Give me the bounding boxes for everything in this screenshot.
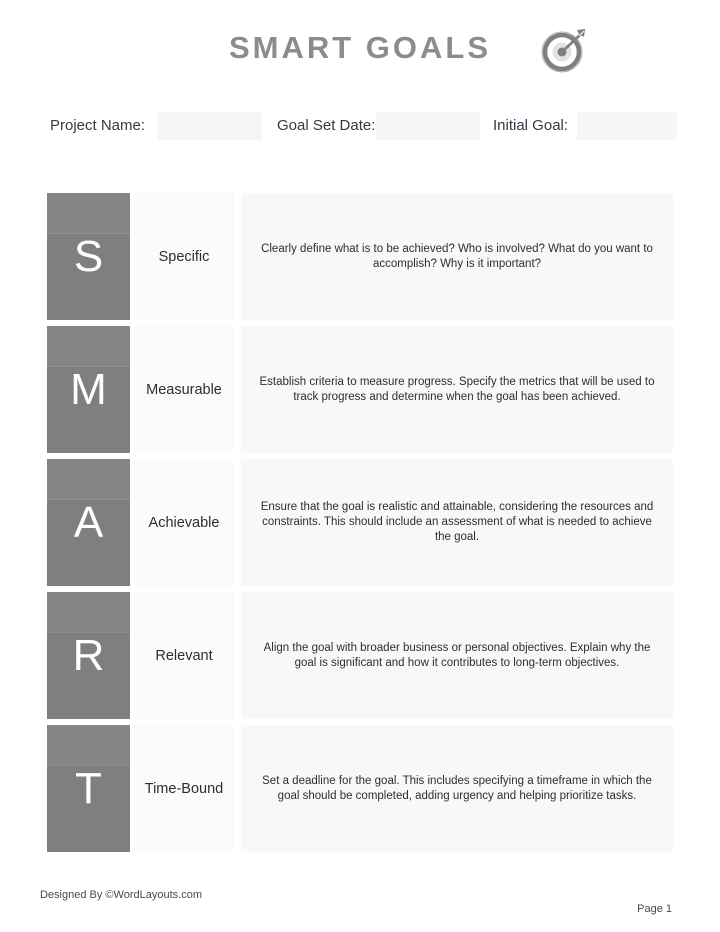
project-name-input[interactable] (158, 112, 262, 140)
table-row-time-bound (47, 725, 673, 852)
page-title: SMART GOALS (228, 30, 492, 65)
goal-set-date-label: Goal Set Date: (277, 117, 376, 134)
project-name-label: Project Name: (50, 117, 146, 134)
column-gap (234, 326, 241, 453)
smart-table (47, 193, 673, 852)
column-gap (234, 592, 241, 719)
row-label-time-bound: Time-Bound (134, 725, 234, 852)
row-label-specific: Specific (134, 193, 234, 320)
initial-goal-label: Initial Goal: (493, 117, 569, 134)
table-row-measurable (47, 326, 673, 453)
row-description-time-bound: Set a deadline for the goal. This includes specifying a timeframe in which the goal should be completed, adding urgency and helping prioritize tasks. (241, 725, 673, 852)
letter-block-a: A (47, 459, 130, 586)
row-description-achievable: Ensure that the goal is realistic and attainable, considering the resources and constraints. This should include an assessment of what is needed to achieve the goal. (241, 459, 673, 586)
table-row-relevant (47, 592, 673, 719)
row-label-relevant: Relevant (134, 592, 234, 719)
row-description-relevant: Align the goal with broader business or personal objectives. Explain why the goal is significant and how it contributes to long-term objectives. (241, 592, 673, 719)
page-number: Page 1 (637, 903, 672, 915)
letter-block-s: S (47, 193, 130, 320)
letter-block-r: R (47, 592, 130, 719)
row-label-measurable: Measurable (134, 326, 234, 453)
column-gap (234, 193, 241, 320)
letter-block-m: M (47, 326, 130, 453)
table-row-specific (47, 193, 673, 320)
row-description-measurable: Establish criteria to measure progress. Specify the metrics that will be used to track progress and determine when the goal has been achieved. (241, 326, 673, 453)
row-description-specific: Clearly define what is to be achieved? Who is involved? What do you want to accomplish? Why is it important? (241, 193, 673, 320)
initial-goal-input[interactable] (577, 112, 677, 140)
goal-set-date-input[interactable] (376, 112, 480, 140)
letter-block-t: T (47, 725, 130, 852)
column-gap (234, 459, 241, 586)
target-icon (539, 25, 589, 75)
designer-credit: Designed By ©WordLayouts.com (40, 889, 202, 901)
column-gap (234, 725, 241, 852)
row-label-achievable: Achievable (134, 459, 234, 586)
table-row-achievable (47, 459, 673, 586)
